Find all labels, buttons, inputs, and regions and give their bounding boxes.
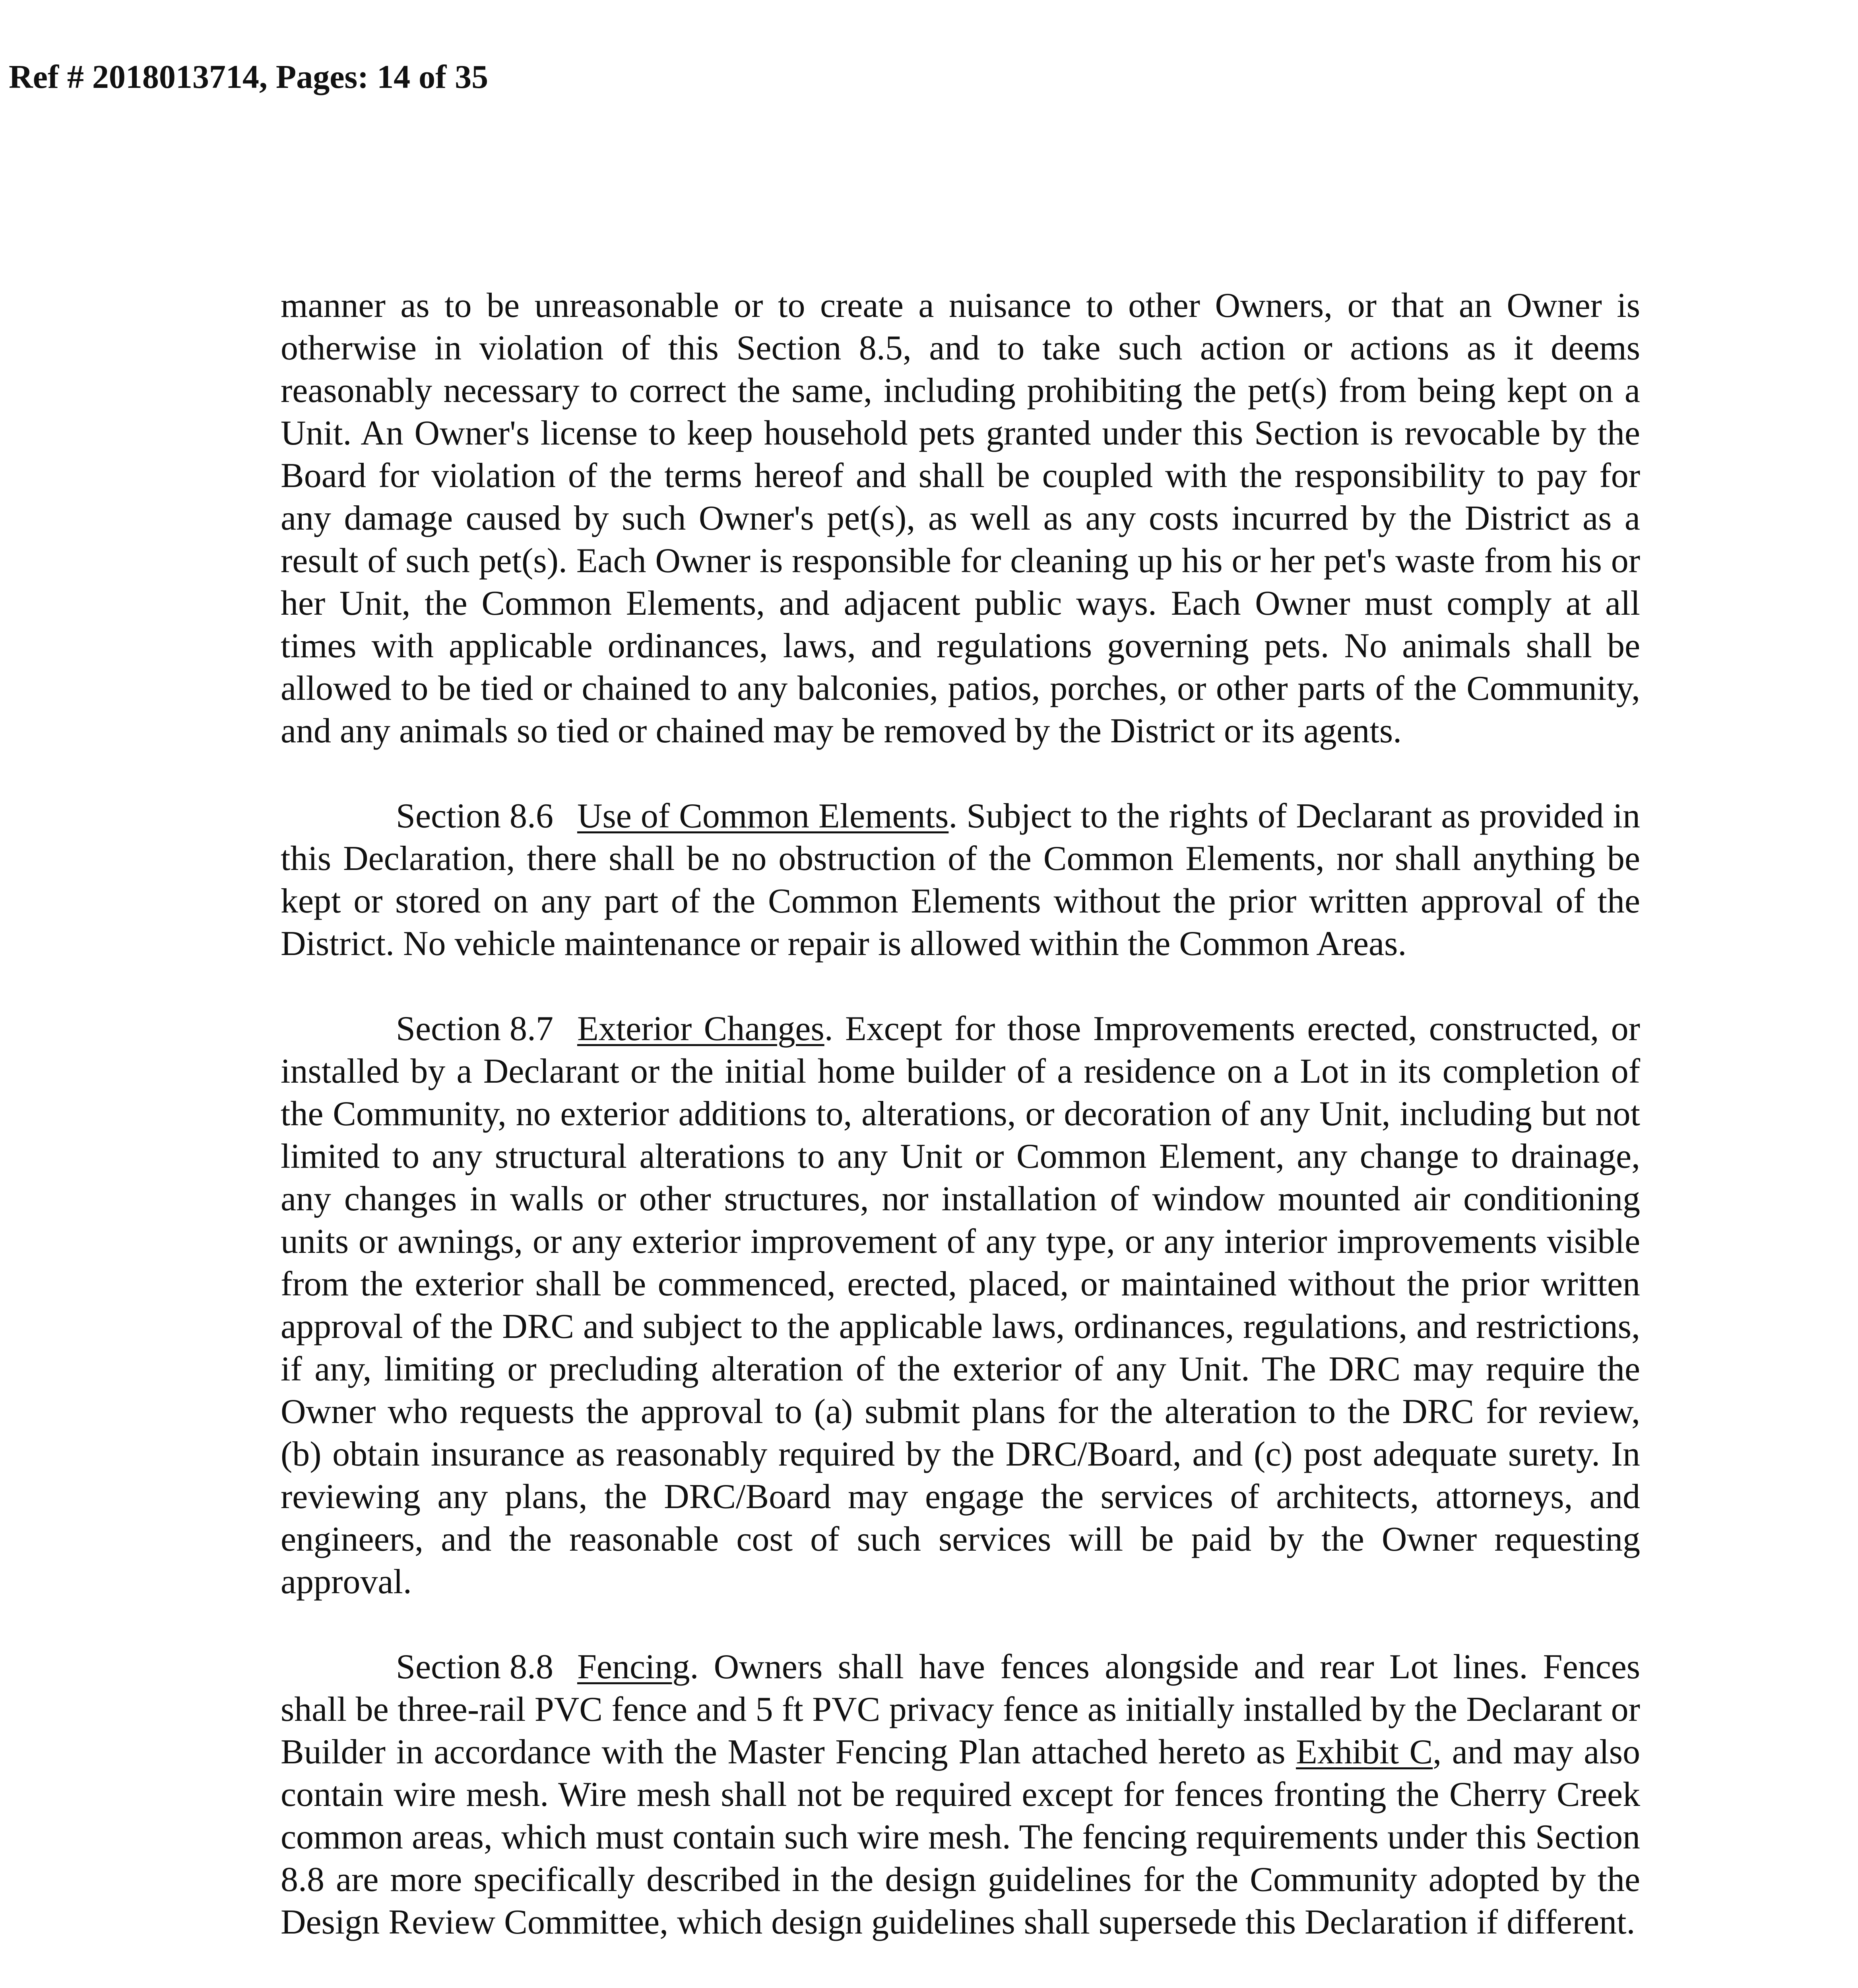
exhibit-c-reference: Exhibit C <box>1296 1733 1433 1771</box>
section-8-7-title: Exterior Changes <box>577 1010 824 1048</box>
section-8-7-number: Section 8.7 <box>396 1010 553 1048</box>
document-body <box>281 284 1640 1943</box>
section-8-8-number: Section 8.8 <box>396 1648 553 1686</box>
section-8-6-paragraph <box>281 795 1640 965</box>
section-8-8-paragraph <box>281 1646 1640 1943</box>
section-8-8-text-before-exhibit: . Owners shall have fences alongside and rear Lot lines. Fences shall be three-rail PVC fence and 5 ft PVC privacy fence as initially installed by the Declarant or Builder in accordance with the Master Fencing Plan attached hereto as <box>281 1648 1640 1771</box>
document-reference-header: Ref # 2018013714, Pages: 14 of 35 <box>9 58 489 95</box>
section-8-7-paragraph <box>281 1008 1640 1603</box>
section-8-8-title: Fencing <box>577 1648 690 1686</box>
section-8-7-text: . Except for those Improvements erected, constructed, or installed by a Declarant or the initial home builder of a residence on a Lot in its completion of the Community, no exterior additions to, alterations, or decoration of any Unit, including but not limited to any structural alterations to any Unit or Common Element, any change to drainage, any changes in walls or other structures, nor installation of window mounted air conditioning units or awnings, or any exterior improvement of any type, or any interior improvements visible from the exterior shall be commenced, erected, placed, or maintained without the prior written approval of the DRC and subject to the applicable laws, ordinances, regulations, and restrictions, if any, limiting or precluding alteration of the exterior of any Unit. The DRC may require the Owner who requests the approval to (a) submit plans for the alteration to the DRC for review, (b) obtain insurance as reasonably required by the DRC/Board, and (c) post adequate surety. In reviewing any plans, the DRC/Board may engage the services of architects, attorneys, and engineers, and the reasonable cost of such services will be paid by the Owner requesting approval. <box>281 1010 1640 1601</box>
section-8-8-text-after-exhibit: , and may also contain wire mesh. Wire mesh shall not be required except for fences fronting the Cherry Creek common areas, which must contain such wire mesh. The fencing requirements under this Section 8.8 are more specifically described in the design guidelines for the Community adopted by the Design Review Committee, which design guidelines shall supersede this Declaration if different. <box>281 1733 1640 1941</box>
section-8-6-title: Use of Common Elements <box>577 797 949 835</box>
section-8-6-number: Section 8.6 <box>396 797 553 835</box>
section-8-6-text: . Subject to the rights of Declarant as provided in this Declaration, there shall be no obstruction of the Common Elements, nor shall anything be kept or stored on any part of the Common Elements without the prior written approval of the District. No vehicle maintenance or repair is allowed within the Common Areas. <box>281 797 1640 963</box>
continuation-paragraph: manner as to be unreasonable or to create a nuisance to other Owners, or that an Owner is otherwise in violation of this Section 8.5, and to take such action or actions as it deems reasonably necessary to correct the same, including prohibiting the pet(s) from being kept on a Unit. An Owner's license to keep household pets granted under this Section is revocable by the Board for violation of the terms hereof and shall be coupled with the responsibility to pay for any damage caused by such Owner's pet(s), as well as any costs incurred by the District as a result of such pet(s). Each Owner is responsible for cleaning up his or her pet's waste from his or her Unit, the Common Elements, and adjacent public ways. Each Owner must comply at all times with applicable ordinances, laws, and regulations governing pets. No animals shall be allowed to be tied or chained to any balconies, patios, porches, or other parts of the Community, and any animals so tied or chained may be removed by the District or its agents. <box>281 286 1640 750</box>
